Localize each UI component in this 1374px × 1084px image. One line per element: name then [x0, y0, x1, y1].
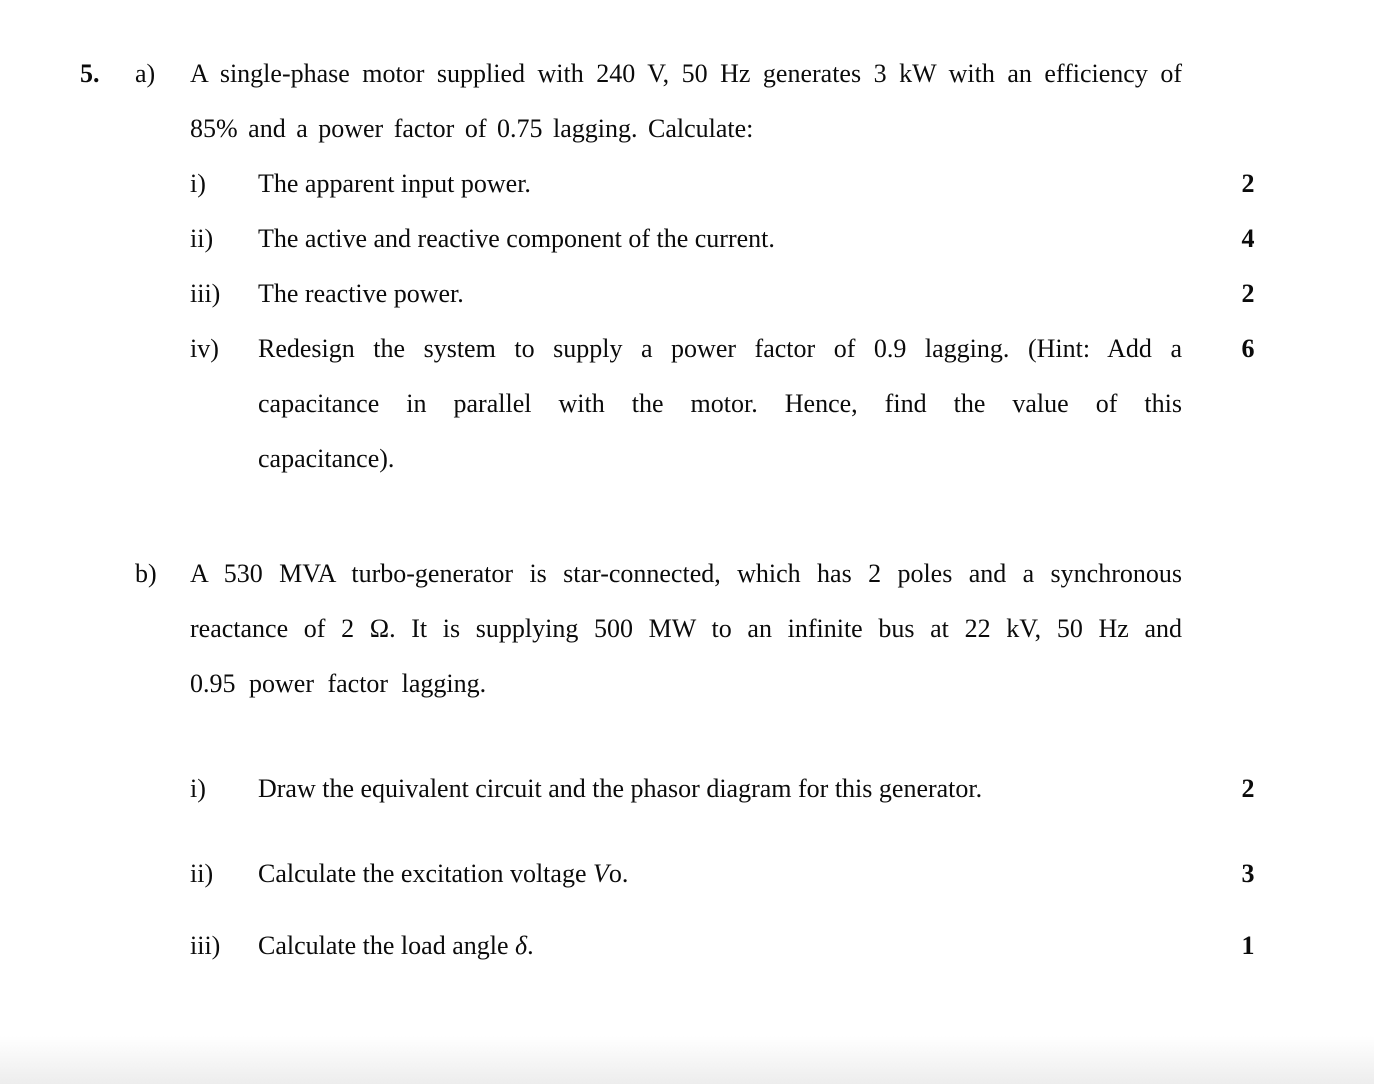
marks-value: 6	[1241, 334, 1255, 363]
item-text: Draw the equivalent circuit and the phasor diagram for this generator.	[258, 774, 983, 803]
part-a-intro-text: A single-phase motor supplied with 240 V, 50 Hz generates 3 kW with an efficiency of 85% and a power factor of 0.75 lagging. Calculate:	[190, 59, 1182, 143]
part-b-item-iii	[190, 918, 1374, 973]
marks-value: 2	[1241, 279, 1255, 308]
item-text: Redesign the system to supply a power factor of 0.9 lagging. (Hint: Add a capacitance in parallel with the motor. Hence, find the value of this capacitance).	[258, 334, 1182, 473]
page-bottom-edge-shading	[0, 1036, 1374, 1084]
marks-value: 1	[1241, 931, 1255, 960]
part-b-intro-text: A 530 MVA turbo-generator is star-connected, which has 2 poles and a synchronous reactance of 2 Ω. It is supplying 500 MW to an infinite bus at 22 kV, 50 Hz and 0.95 power factor lagging.	[190, 559, 1182, 698]
marks-value: 3	[1241, 859, 1255, 888]
item-text-pre: Calculate the load angle	[258, 931, 516, 960]
item-text: The apparent input power.	[258, 169, 531, 198]
part-a-item-ii	[190, 211, 1374, 266]
item-text-post: o.	[608, 859, 629, 888]
item-text-pre: Calculate the excitation voltage	[258, 859, 593, 888]
item-text	[258, 918, 1182, 973]
part-b-label: b)	[135, 559, 157, 588]
item-text-post: .	[527, 931, 534, 960]
part-a-intro-row	[80, 46, 1374, 156]
marks-value: 4	[1241, 224, 1255, 253]
marks-value: 2	[1241, 774, 1255, 803]
item-numeral: iv)	[190, 334, 219, 363]
question-5-part-a	[80, 46, 1374, 486]
item-numeral: ii)	[190, 224, 214, 253]
item-numeral: i)	[190, 169, 206, 198]
part-b-item-i	[190, 761, 1374, 816]
item-text: The active and reactive component of the current.	[258, 224, 775, 253]
part-b-intro-row	[80, 546, 1374, 711]
item-numeral: i)	[190, 774, 206, 803]
part-a-label: a)	[135, 59, 156, 88]
item-numeral: iii)	[190, 931, 221, 960]
question-number: 5.	[80, 59, 100, 88]
item-text: The reactive power.	[258, 279, 464, 308]
part-a-item-i	[190, 156, 1374, 211]
item-text-italic-symbol: δ	[515, 931, 528, 960]
item-text-italic-symbol: V	[592, 859, 609, 888]
question-5-part-b	[80, 546, 1374, 973]
item-numeral: ii)	[190, 859, 214, 888]
item-numeral: iii)	[190, 279, 221, 308]
marks-value: 2	[1241, 169, 1255, 198]
part-b-item-ii	[190, 846, 1374, 901]
item-text	[258, 846, 1182, 901]
part-a-item-iv	[190, 321, 1374, 486]
part-a-item-iii	[190, 266, 1374, 321]
